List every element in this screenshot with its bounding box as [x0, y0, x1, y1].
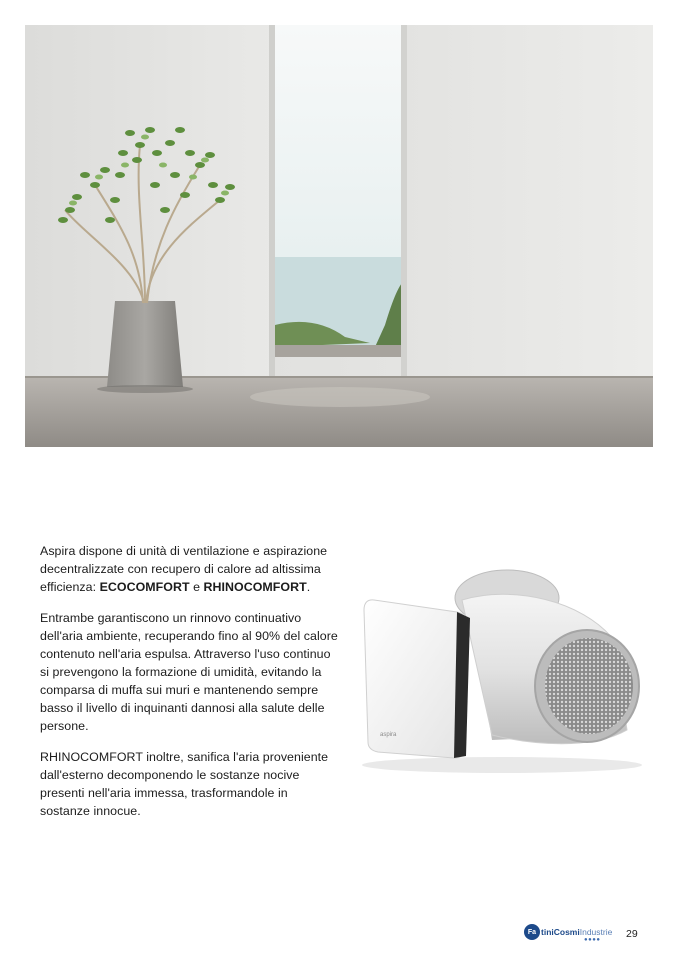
intro-end: .: [306, 580, 311, 594]
logo-wordmark: [541, 927, 612, 937]
product-brand-label: aspira: [380, 732, 397, 738]
product-name-ecocomfort: ECOCOMFORT: [99, 580, 190, 594]
interior-scene-illustration: [25, 25, 653, 447]
company-logo: [524, 924, 612, 944]
logo-text-primary: tiniCosmi: [541, 927, 580, 937]
intro-paragraph: [40, 542, 340, 596]
intro-conjunction: e: [189, 580, 204, 594]
logo-dots-icon: ●●●●: [584, 937, 601, 943]
benefits-paragraph: Entrambe garantiscono un rinnovo continuativo dell'aria ambiente, recuperando fino al 90% del calore contenuto nell'aria espulsa. Attraverso l'uso continuo si prevengono la formazione di umidità, evitando la comparsa di muffa sui muri e mantenendo sempre basso il livello di inquinanti dannosi alla salute delle persone.: [40, 611, 338, 733]
logo-text-secondary: Industrie: [579, 927, 613, 937]
rhinocomfort-paragraph: RHINOCOMFORT inoltre, sanifica l'aria proveniente dall'esterno decomponendo le sostanze nocive presenti nell'aria immessa, trasformandole in sostanze innocue.: [40, 750, 329, 818]
logo-mark-icon: Fa: [524, 924, 540, 940]
product-image: [352, 560, 652, 775]
product-name-rhinocomfort: RHINOCOMFORT: [203, 580, 307, 594]
page-number: 29: [626, 928, 638, 940]
body-text: [40, 542, 340, 833]
ventilation-unit-illustration: [352, 560, 652, 775]
hero-photo: [25, 25, 653, 447]
intro-text: Aspira dispone di unità di ventilazione e aspirazione decentralizzate con recupero di calore ad altissima efficienza:: [40, 544, 328, 594]
